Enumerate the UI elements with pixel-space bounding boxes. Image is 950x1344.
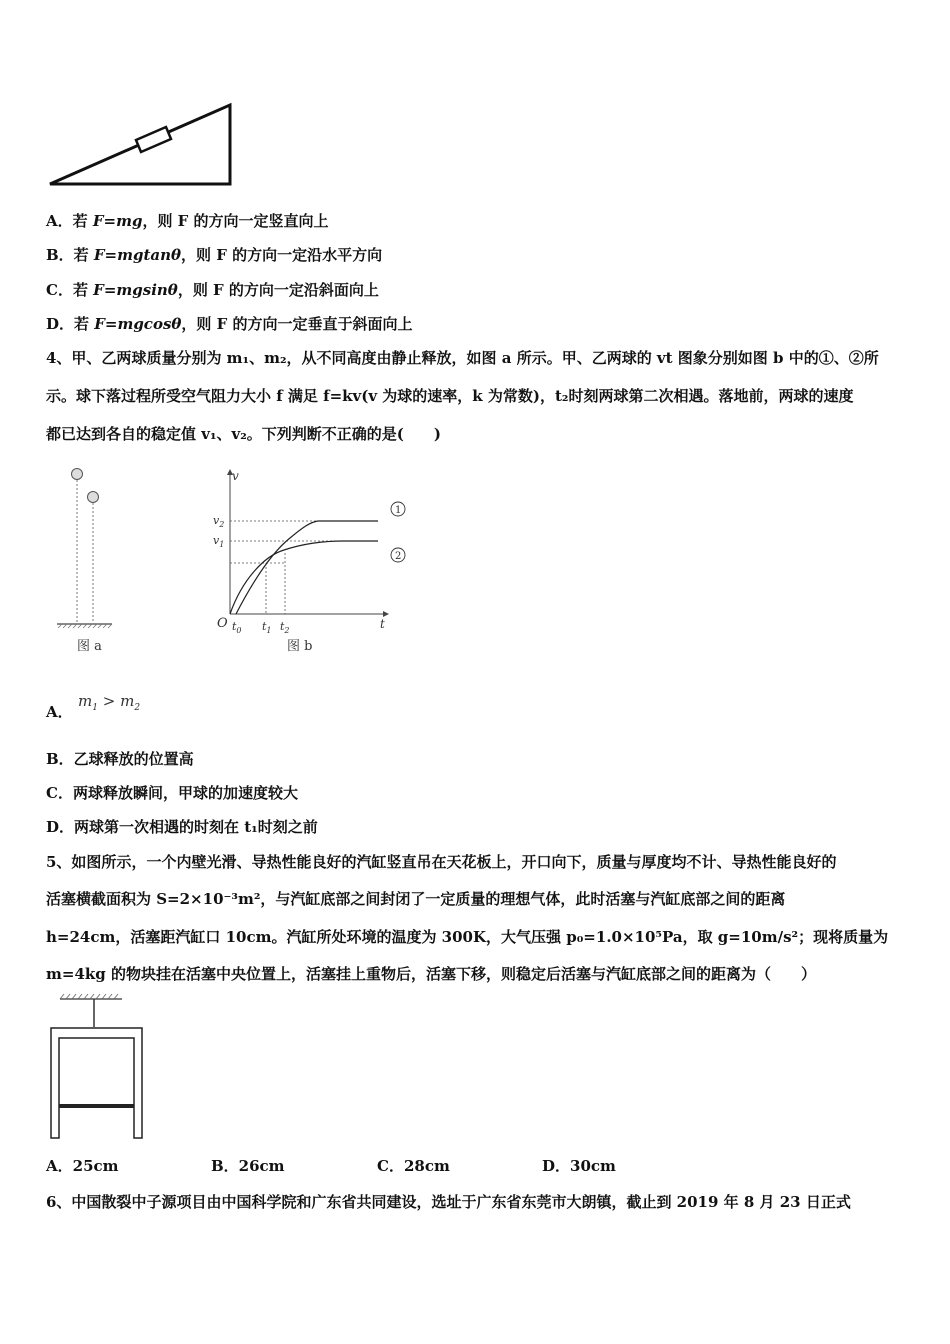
svg-text:2: 2 bbox=[395, 551, 402, 562]
figure-b-vt-graph bbox=[212, 462, 412, 662]
q4-stem-line-3: 都已达到各自的稳定值 v₁、v₂。下列判断不正确的是( ) bbox=[46, 425, 441, 443]
q3-option-b: B．若 F=mgtanθ，则 F 的方向一定沿水平方向 bbox=[46, 246, 383, 264]
q5-stem-line-1: 5、如图所示，一个内壁光滑、导热性能良好的汽缸竖直吊在天花板上，开口向下，质量与厚度均不计、导热性能良好的 bbox=[46, 853, 837, 871]
figure-a-two-balls bbox=[52, 462, 132, 662]
q5-choice-d: D．30cm bbox=[542, 1157, 616, 1175]
cylinder-figure bbox=[46, 992, 156, 1142]
q6-stem-line-1: 6、中国散裂中子源项目由中国科学院和广东省共同建设，选址于广东省东莞市大朗镇，截止到 2019 年 8 月 23 日正式 bbox=[46, 1193, 851, 1211]
v2-label: $v_2$ bbox=[213, 514, 225, 529]
t-axis-label: t bbox=[380, 617, 385, 631]
incline-figure bbox=[44, 96, 244, 196]
q5-stem-line-3: h=24cm，活塞距汽缸口 10cm。汽缸所处环境的温度为 300K，大气压强 p₀=1.0×10⁵Pa，取 g=10m/s²；现将质量为 bbox=[46, 928, 889, 946]
t0-label: $t_0$ bbox=[232, 620, 242, 635]
q3-option-a: A．若 F=mg，则 F 的方向一定竖直向上 bbox=[46, 212, 329, 230]
q4-stem-line-1: 4、甲、乙两球质量分别为 m₁、m₂，从不同高度由静止释放，如图 a 所示。甲、乙两球的 vt 图象分别如图 b 中的①、②所 bbox=[46, 349, 879, 367]
piston bbox=[59, 1104, 134, 1108]
q5-choice-c: C．28cm bbox=[377, 1157, 450, 1175]
q4-option-a-formula: $m_1 > m_2$ bbox=[78, 692, 141, 713]
q5-choice-a: A．25cm bbox=[46, 1157, 119, 1175]
q4-option-a-label: A． bbox=[46, 703, 73, 721]
q4-option-b: B．乙球释放的位置高 bbox=[46, 750, 194, 768]
q4-option-c: C．两球释放瞬间，甲球的加速度较大 bbox=[46, 784, 298, 802]
origin-label: O bbox=[217, 616, 228, 631]
q3-option-c: C．若 F=mgsinθ，则 F 的方向一定沿斜面向上 bbox=[46, 281, 379, 299]
figure-a-caption: 图 a bbox=[77, 639, 102, 654]
q5-stem-line-4: m=4kg 的物块挂在活塞中央位置上，活塞挂上重物后，活塞下移，则稳定后活塞与汽缸底部之间的距离为（ ） bbox=[46, 965, 816, 983]
cylinder-body bbox=[51, 1028, 142, 1138]
q4-stem-line-2: 示。球下落过程所受空气阻力大小 f 满足 f=kv(v 为球的速率，k 为常数)，t₂时刻两球第二次相遇。落地前，两球的速度 bbox=[46, 387, 854, 405]
block-on-incline bbox=[136, 127, 171, 152]
q3-option-d: D．若 F=mgcosθ，则 F 的方向一定垂直于斜面向上 bbox=[46, 315, 413, 333]
svg-text:1: 1 bbox=[395, 505, 402, 516]
q4-option-d: D．两球第一次相遇的时刻在 t₁时刻之前 bbox=[46, 818, 318, 836]
q5-choice-b: B．26cm bbox=[211, 1157, 285, 1175]
figure-b-caption: 图 b bbox=[287, 639, 313, 654]
curve-2-yi bbox=[230, 541, 378, 614]
t2-label: $t_2$ bbox=[280, 620, 290, 635]
t1-label: $t_1$ bbox=[262, 620, 272, 635]
ball-jia bbox=[72, 469, 83, 480]
ball-yi bbox=[88, 492, 99, 503]
v-axis-label: v bbox=[232, 469, 239, 483]
v1-label: $v_1$ bbox=[213, 534, 225, 549]
q5-stem-line-2: 活塞横截面积为 S=2×10⁻³m²，与汽缸底部之间封闭了一定质量的理想气体，此时活塞与汽缸底部之间的距离 bbox=[46, 890, 786, 908]
